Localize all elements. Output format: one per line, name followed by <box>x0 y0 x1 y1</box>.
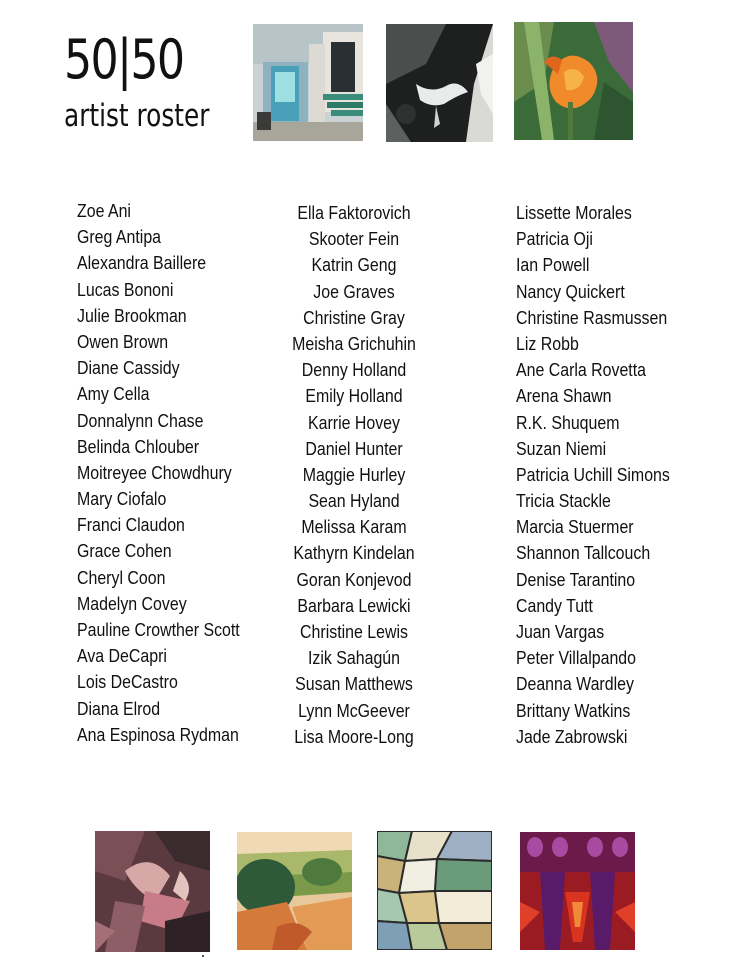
title-block <box>64 28 246 134</box>
artist-name: Nancy Quickert <box>516 280 625 302</box>
artwork-orange-flower <box>514 22 633 140</box>
artist-name: Patricia Oji <box>516 228 593 250</box>
artwork-abstract-figure <box>95 831 210 952</box>
artist-name: Izik Sahagún <box>308 647 400 669</box>
artist-name: R.K. Shuquem <box>516 411 620 433</box>
artist-name: Ana Espinosa Rydman <box>77 723 239 745</box>
artist-name: Patricia Uchill Simons <box>516 463 670 485</box>
artwork-stained-glass <box>377 831 492 950</box>
artist-column-3 <box>516 200 742 750</box>
artist-name: Sean Hyland <box>308 490 400 512</box>
artist-name: Alexandra Baillere <box>77 252 207 274</box>
artist-name: Brittany Watkins <box>516 699 631 721</box>
artist-name: Suzan Niemi <box>516 437 607 459</box>
artist-name: Donnalynn Chase <box>77 409 204 431</box>
artist-name: Meisha Grichuhin <box>292 332 416 354</box>
artist-name: Skooter Fein <box>308 228 400 250</box>
artwork-red-purple-abstract <box>520 832 635 950</box>
artist-name: Daniel Hunter <box>305 437 403 459</box>
artist-name: Julie Brookman <box>77 304 187 326</box>
artist-name: Ian Powell <box>516 254 590 276</box>
artist-name: Lucas Bononi <box>77 278 174 300</box>
artist-name: Diane Cassidy <box>77 357 180 379</box>
artist-name: Lois DeCastro <box>77 671 178 693</box>
stray-mark <box>202 955 204 957</box>
artist-name: Ella Faktorovich <box>297 202 411 223</box>
artist-name: Diana Elrod <box>77 697 161 719</box>
artist-name: Ava DeCapri <box>77 645 167 667</box>
artist-name: Liz Robb <box>516 332 579 354</box>
artist-name: Greg Antipa <box>77 226 162 248</box>
artist-name: Karrie Hovey <box>308 411 400 433</box>
artist-column-2 <box>238 200 470 750</box>
artist-name: Lynn McGeever <box>298 699 410 721</box>
artist-name: Lisa Moore-Long <box>294 725 414 747</box>
artist-name: Christine Rasmussen <box>516 306 668 328</box>
artist-name: Arena Shawn <box>516 385 612 407</box>
artist-name: Melissa Karam <box>301 516 407 538</box>
artwork-abstract-splash <box>386 24 493 142</box>
artist-name: Cheryl Coon <box>77 566 166 588</box>
artist-name: Peter Villalpando <box>516 647 637 669</box>
artist-name: Shannon Tallcouch <box>516 542 651 564</box>
artist-name: Jade Zabrowski <box>516 725 628 747</box>
artist-name: Christine Gray <box>303 306 405 328</box>
artist-name: Denise Tarantino <box>516 568 636 590</box>
artist-name: Joe Graves <box>313 280 395 302</box>
artist-name: Grace Cohen <box>77 540 172 562</box>
artwork-green-landscape <box>237 832 352 950</box>
artist-name: Zoe Ani <box>77 200 131 221</box>
artist-name: Lissette Morales <box>516 202 632 223</box>
page-title: 50|50 <box>64 28 184 91</box>
artist-name: Tricia Stackle <box>516 490 611 512</box>
page-subtitle: artist roster <box>64 98 210 134</box>
artist-name: Pauline Crowther Scott <box>77 619 240 640</box>
artist-name: Katrin Geng <box>311 254 397 276</box>
artist-name: Susan Matthews <box>295 673 413 695</box>
artist-name: Christine Lewis <box>300 621 408 642</box>
artist-name: Ane Carla Rovetta <box>516 359 647 381</box>
artist-name: Marcia Stuermer <box>516 516 634 538</box>
artwork-building-doorway <box>253 24 363 141</box>
artist-name: Denny Holland <box>301 359 407 381</box>
artist-name: Madelyn Covey <box>77 592 187 614</box>
artist-name: Kathyrn Kindelan <box>293 542 415 564</box>
artist-name: Goran Konjevod <box>296 568 412 590</box>
artist-name: Franci Claudon <box>77 514 185 536</box>
artist-name: Deanna Wardley <box>516 673 634 695</box>
artist-name: Emily Holland <box>305 385 403 407</box>
artist-name: Amy Cella <box>77 383 150 405</box>
artist-name: Maggie Hurley <box>302 463 406 485</box>
artist-name: Juan Vargas <box>516 621 605 642</box>
artist-name: Candy Tutt <box>516 594 593 616</box>
artist-name: Moitreyee Chowdhury <box>77 461 232 483</box>
artist-name: Mary Ciofalo <box>77 488 167 510</box>
artist-name: Owen Brown <box>77 330 169 352</box>
artist-name: Barbara Lewicki <box>297 594 411 616</box>
artist-name: Belinda Chlouber <box>77 435 200 457</box>
